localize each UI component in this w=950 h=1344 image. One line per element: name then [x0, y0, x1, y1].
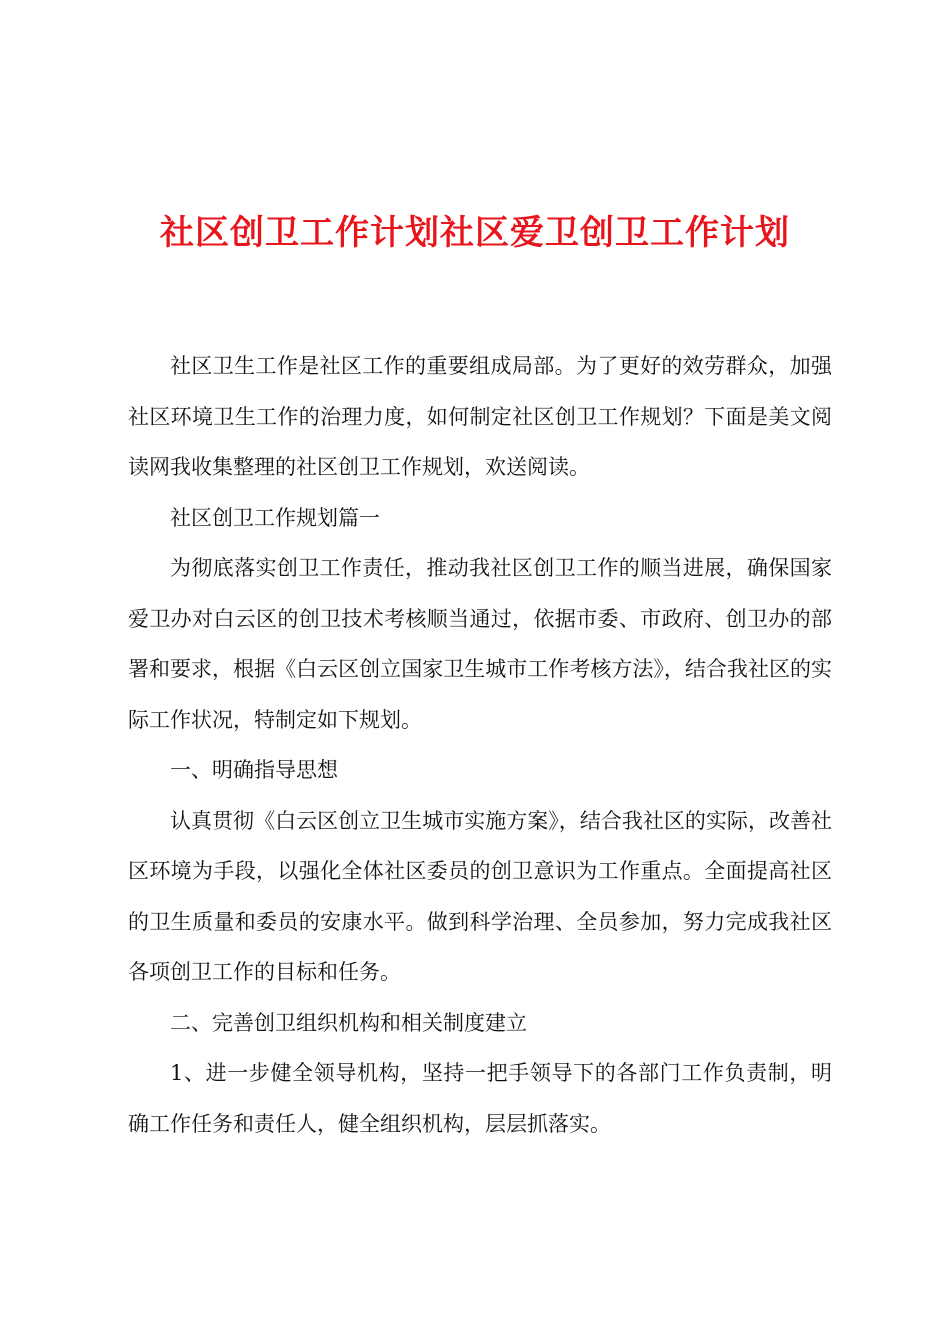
paragraph-leadership: 1、进一步健全领导机构，坚持一把手领导下的各部门工作负责制，明确工作任务和责任人，健全组织机构，层层抓落实。	[128, 1061, 832, 1136]
section-heading-organization: 二、完善创卫组织机构和相关制度建立	[170, 1010, 527, 1035]
paragraph-guiding-ideology: 认真贯彻《白云区创立卫生城市实施方案》，结合我社区的实际，改善社区环境为手段，以强化全体社区委员的创卫意识为工作重点。全面提高社区的卫生质量和委员的安康水平。做到科学治理、全员参加，努力完成我社区各项创卫工作的目标和任务。	[128, 808, 832, 984]
paragraph-plan-purpose: 为彻底落实创卫工作责任，推动我社区创卫工作的顺当进展，确保国家爱卫办对白云区的创卫技术考核顺当通过，依据市委、市政府、创卫办的部署和要求，根据《白云区创立国家卫生城市工作考核方法》，结合我社区的实际工作状况，特制定如下规划。	[128, 556, 832, 732]
section-heading-plan-one: 社区创卫工作规划篇一	[170, 505, 380, 530]
document-title: 社区创卫工作计划社区爱卫创卫工作计划	[160, 213, 790, 253]
document-body	[128, 341, 832, 1149]
paragraph-intro: 社区卫生工作是社区工作的重要组成局部。为了更好的效劳群众，加强社区环境卫生工作的治理力度，如何制定社区创卫工作规划？下面是美文阅读网我收集整理的社区创卫工作规划，欢送阅读。	[128, 354, 832, 479]
section-heading-guiding-ideology: 一、明确指导思想	[170, 758, 338, 782]
